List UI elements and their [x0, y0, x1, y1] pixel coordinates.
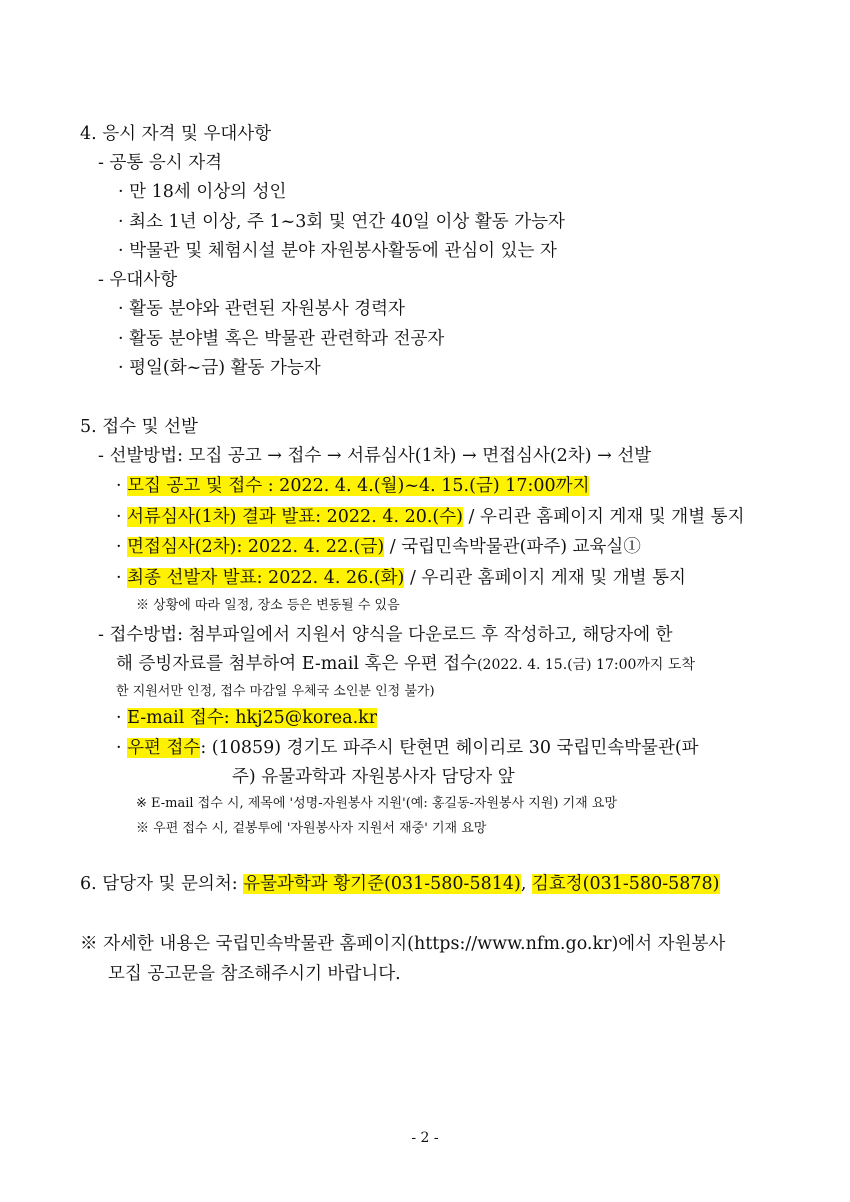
contact-person: 김효정(031-580-5878): [531, 874, 720, 894]
schedule-item: · 모집 공고 및 접수 : 2022. 4. 4.(월)~4. 15.(금) 17:00까지: [116, 476, 590, 496]
receipt-method-line: 한 지원서만 인정, 접수 마감일 우체국 소인분 인정 불가): [116, 684, 435, 699]
post-receipt-address: 주) 유물과학과 자원봉사자 담당자 앞: [232, 767, 515, 787]
page-number: - 2 -: [411, 1130, 439, 1146]
schedule-item: · 서류심사(1차) 결과 발표: 2022. 4. 20.(수) / 우리관 홈페이지 게재 및 개별 통지: [116, 507, 745, 527]
post-receipt: · 우편 접수: (10859) 경기도 파주시 탄현면 헤이리로 30 국립민속박물관(파: [116, 738, 699, 758]
section-5-heading: 5. 접수 및 선발: [80, 417, 198, 437]
receipt-note: ※ 우편 접수 시, 겉봉투에 '자원봉사자 지원서 재중' 기재 요망: [136, 821, 487, 836]
common-qualification-item: · 박물관 및 체험시설 분야 자원봉사활동에 관심이 있는 자: [118, 241, 557, 261]
section-4-heading: 4. 응시 자격 및 우대사항: [80, 124, 272, 144]
highlighted-date: 모집 공고 및 접수 : 2022. 4. 4.(월)~4. 15.(금) 17:00까지: [127, 476, 590, 496]
selection-method: - 선발방법: 모집 공고 → 접수 → 서류심사(1차) → 면접심사(2차) → 선발: [98, 446, 652, 466]
section-6-contact: 6. 담당자 및 문의처: 유물과학과 황기준(031-580-5814), 김효정(031-580-5878): [80, 874, 720, 894]
common-qualification-item: · 최소 1년 이상, 주 1~3회 및 연간 40일 이상 활동 가능자: [118, 212, 565, 232]
preference-item: · 평일(화~금) 활동 가능자: [118, 358, 321, 378]
preference-item: · 활동 분야별 혹은 박물관 관련학과 전공자: [118, 329, 445, 349]
preference-item: · 활동 분야와 관련된 자원봉사 경력자: [118, 299, 405, 319]
highlighted-date: 면접심사(2차): 2022. 4. 22.(금): [127, 537, 385, 557]
schedule-item: · 최종 선발자 발표: 2022. 4. 26.(화) / 우리관 홈페이지 게재 및 개별 통지: [116, 568, 686, 588]
footer-note: 모집 공고문을 참조해주시기 바랍니다.: [108, 964, 401, 984]
email-receipt: · E-mail 접수: hkj25@korea.kr: [116, 708, 378, 728]
receipt-note: ※ E-mail 접수 시, 제목에 '성명-자원봉사 지원'(예: 홍길동-자원봉사 지원) 기재 요망: [136, 796, 617, 811]
footer-note: ※ 자세한 내용은 국립민속박물관 홈페이지(https://www.nfm.go.kr)에서 자원봉사: [80, 934, 726, 954]
highlighted-date: 서류심사(1차) 결과 발표: 2022. 4. 20.(수): [127, 507, 463, 527]
common-qualification-title: - 공통 응시 자격: [98, 153, 223, 173]
receipt-method-line: - 접수방법: 첨부파일에서 지원서 양식을 다운로드 후 작성하고, 해당자에 한: [98, 625, 673, 645]
common-qualification-item: · 만 18세 이상의 성인: [118, 182, 287, 202]
schedule-note: ※ 상황에 따라 일정, 장소 등은 변동될 수 있음: [136, 598, 400, 613]
schedule-item: · 면접심사(2차): 2022. 4. 22.(금) / 국립민속박물관(파주) 교육실①: [116, 537, 641, 557]
email-address: E-mail 접수: hkj25@korea.kr: [127, 708, 378, 728]
contact-person: 유물과학과 황기준(031-580-5814): [243, 874, 521, 894]
preference-title: - 우대사항: [98, 270, 178, 290]
highlighted-date: 최종 선발자 발표: 2022. 4. 26.(화): [127, 568, 405, 588]
receipt-method-line: 해 증빙자료를 첨부하여 E-mail 혹은 우편 접수(2022. 4. 15.(금) 17:00까지 도착: [116, 654, 695, 674]
